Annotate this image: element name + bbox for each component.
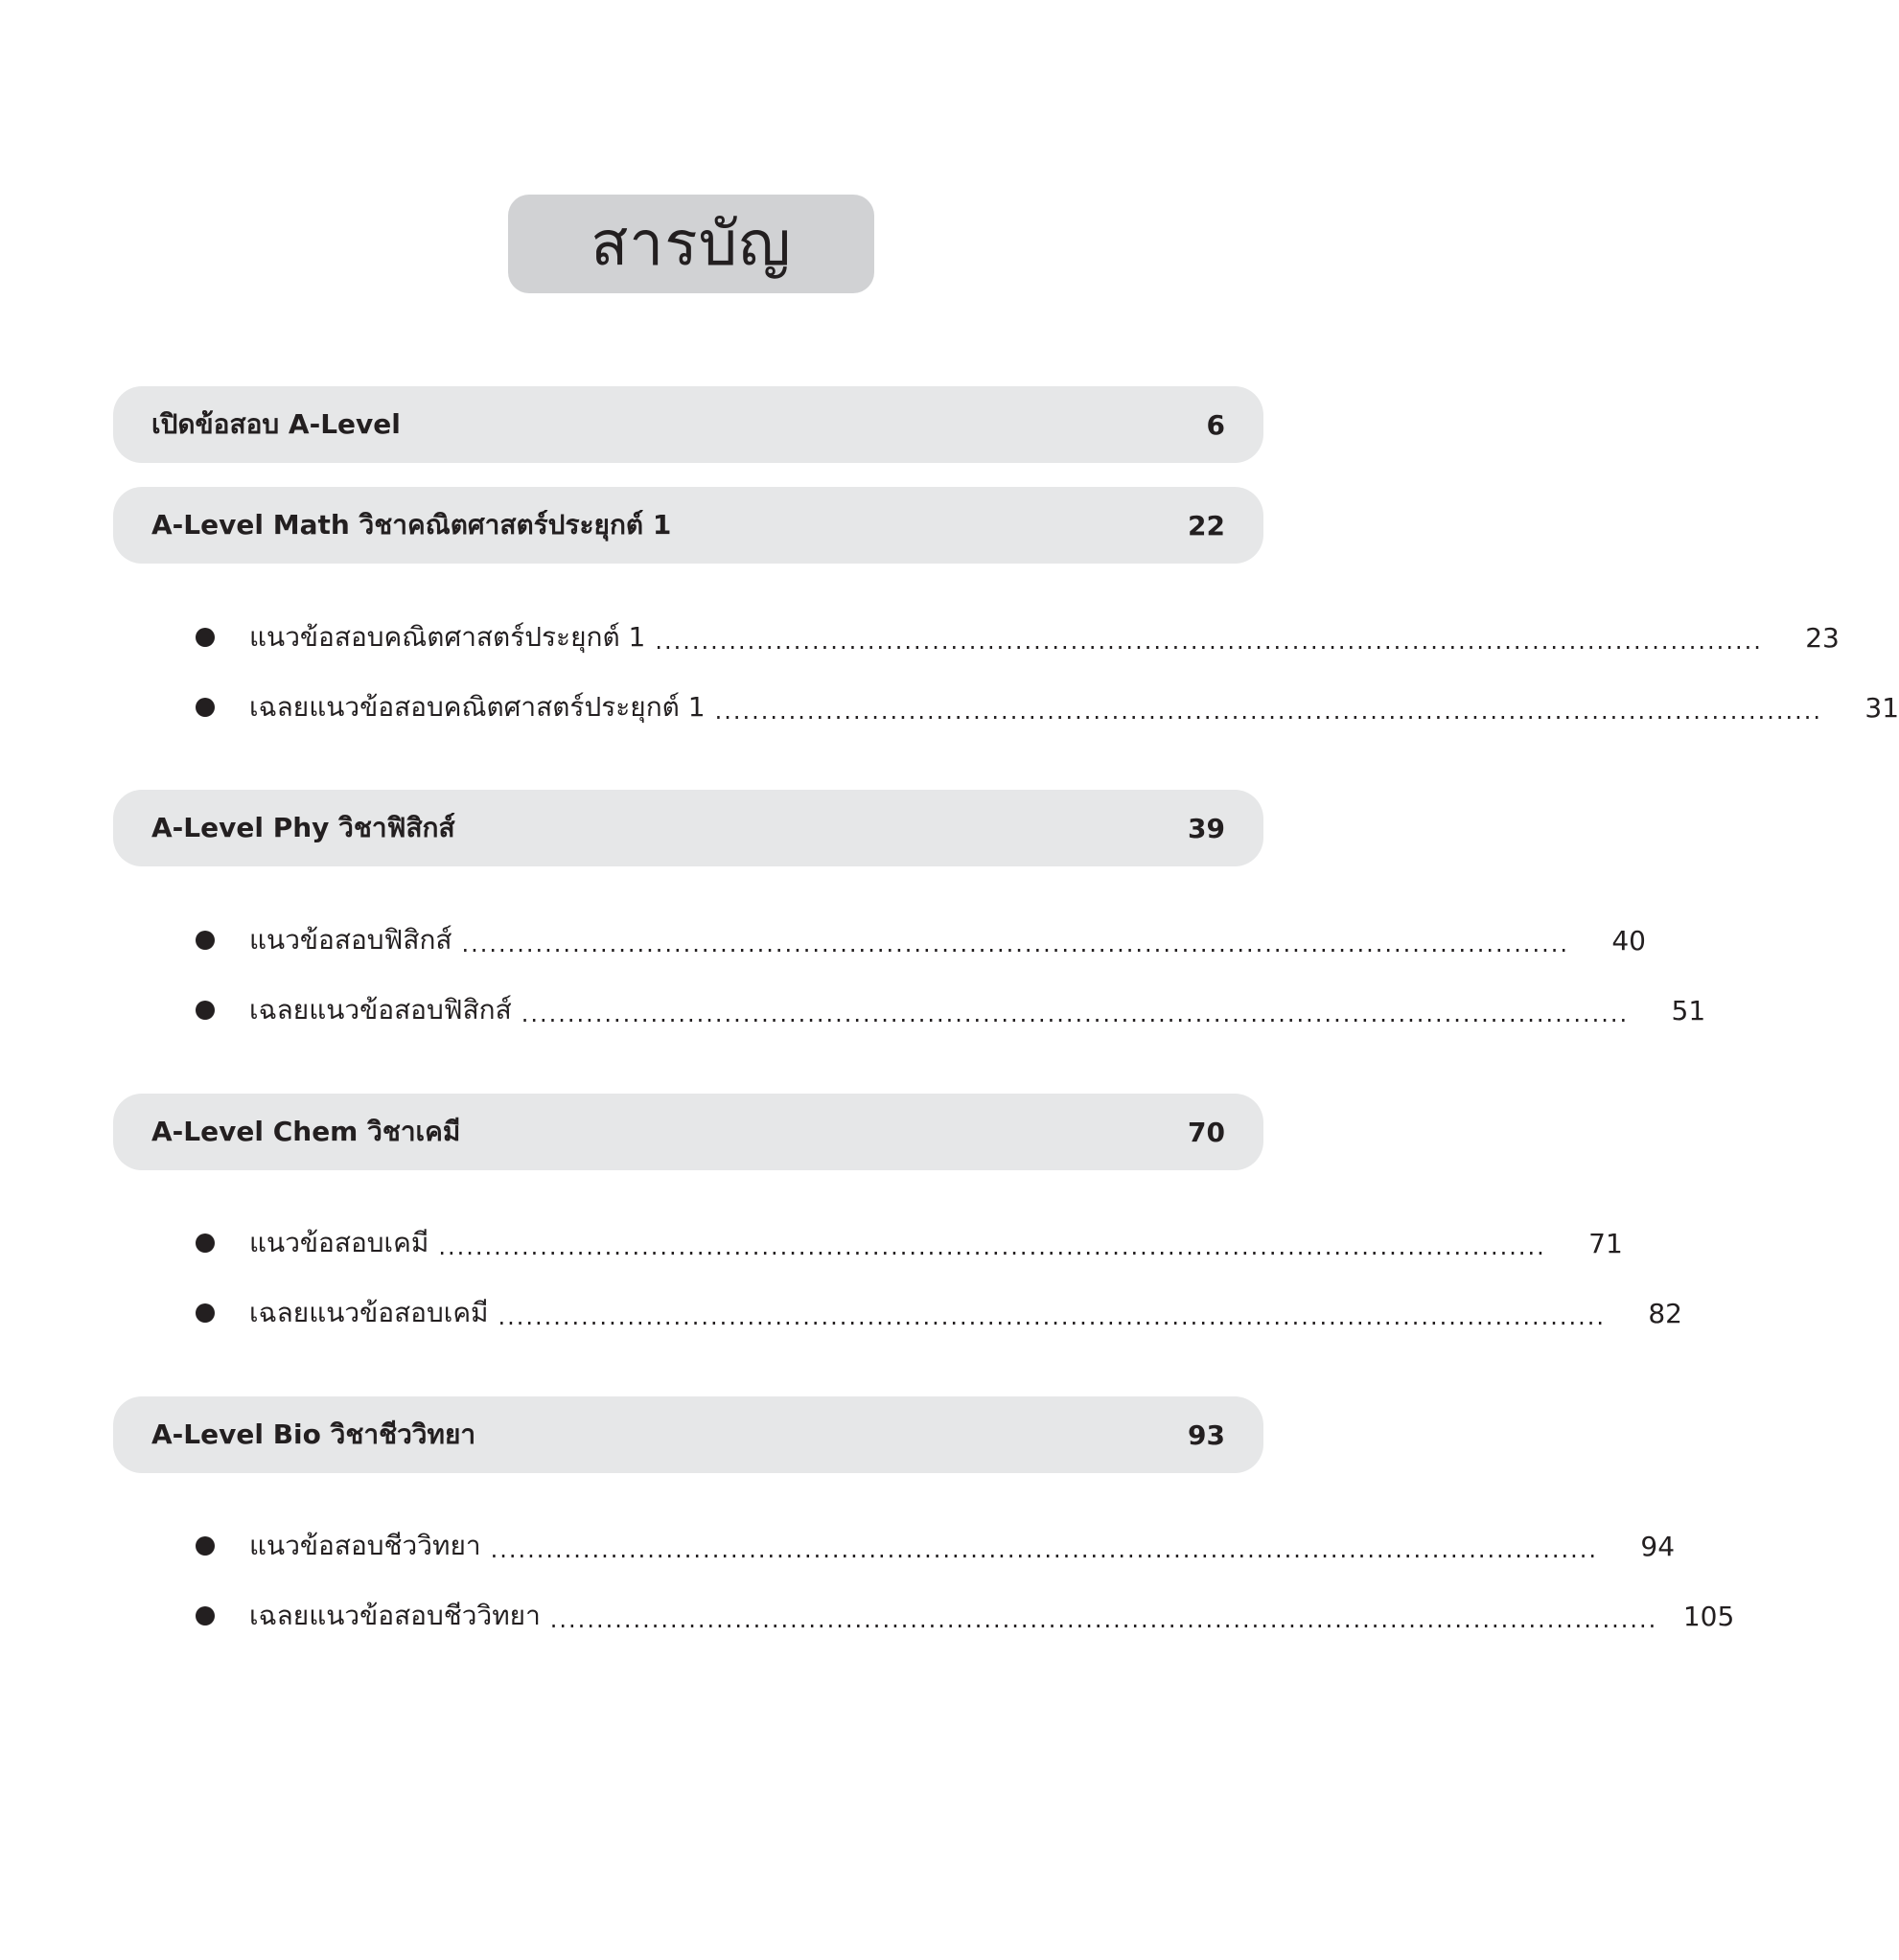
dot-leader: ........................................................................................................................ (521, 1001, 1630, 1027)
dot-leader: ........................................................................................................................ (498, 1303, 1606, 1330)
dot-leader: ........................................................................................................................ (461, 931, 1569, 957)
toc-item-physics-exam[interactable] (196, 916, 1646, 964)
toc-section-chemistry[interactable] (113, 1094, 1263, 1170)
toc-section-physics[interactable] (113, 790, 1263, 866)
bullet-icon (196, 931, 215, 950)
item-label: แนวข้อสอบฟิสิกส์ (249, 924, 452, 956)
item-page: 31 (1864, 691, 1899, 724)
section-label: A-Level Math วิชาคณิตศาสตร์ประยุกต์ 1 (151, 509, 672, 541)
toc-section-biology[interactable] (113, 1396, 1263, 1473)
item-page: 94 (1640, 1530, 1676, 1562)
section-page: 70 (1188, 1116, 1225, 1148)
toc-title-box (508, 195, 874, 293)
bullet-icon (196, 628, 215, 647)
section-page: 6 (1206, 408, 1225, 441)
item-page: 71 (1588, 1227, 1623, 1259)
section-page: 93 (1188, 1418, 1225, 1451)
section-page: 39 (1188, 812, 1225, 844)
section-label: เปิดข้อสอบ A-Level (151, 408, 401, 440)
item-label: เฉลยแนวข้อสอบคณิตศาสตร์ประยุกต์ 1 (249, 691, 706, 723)
toc-item-math-exam[interactable] (196, 613, 1840, 661)
bullet-icon (196, 1606, 215, 1626)
toc-item-math-answers[interactable] (196, 683, 1899, 731)
bullet-icon (196, 698, 215, 717)
item-label: แนวข้อสอบชีววิทยา (249, 1530, 481, 1561)
dot-leader: ........................................................................................................................ (438, 1234, 1546, 1260)
section-page: 22 (1188, 509, 1225, 542)
item-page: 105 (1682, 1600, 1735, 1632)
item-label: เฉลยแนวข้อสอบเคมี (249, 1297, 489, 1328)
toc-item-physics-answers[interactable] (196, 986, 1706, 1034)
item-label: แนวข้อสอบคณิตศาสตร์ประยุกต์ 1 (249, 621, 646, 653)
toc-item-chemistry-exam[interactable] (196, 1219, 1623, 1267)
item-label: แนวข้อสอบเคมี (249, 1227, 429, 1258)
section-label: A-Level Chem วิชาเคมี (151, 1116, 461, 1147)
toc-item-biology-answers[interactable] (196, 1592, 1735, 1640)
dot-leader: ........................................................................................................................ (490, 1536, 1599, 1563)
bullet-icon (196, 1303, 215, 1323)
dot-leader: ........................................................................................................................ (714, 698, 1823, 725)
toc-section-math[interactable] (113, 487, 1263, 564)
bullet-icon (196, 1536, 215, 1556)
bullet-icon (196, 1001, 215, 1020)
toc-section-open-exam[interactable] (113, 386, 1263, 463)
section-label: A-Level Bio วิชาชีววิทยา (151, 1418, 476, 1450)
item-label: เฉลยแนวข้อสอบชีววิทยา (249, 1600, 541, 1631)
item-page: 51 (1671, 994, 1706, 1026)
item-page: 23 (1805, 621, 1840, 654)
item-label: เฉลยแนวข้อสอบฟิสิกส์ (249, 994, 512, 1026)
bullet-icon (196, 1234, 215, 1253)
section-label: A-Level Phy วิชาฟิสิกส์ (151, 812, 455, 843)
item-page: 82 (1648, 1297, 1682, 1329)
dot-leader: ........................................................................................................................ (549, 1606, 1658, 1633)
item-page: 40 (1611, 924, 1646, 957)
page-title: สารบัญ (591, 208, 792, 280)
toc-item-chemistry-answers[interactable] (196, 1289, 1682, 1337)
toc-item-biology-exam[interactable] (196, 1522, 1676, 1570)
dot-leader: ........................................................................................................................ (655, 628, 1763, 655)
